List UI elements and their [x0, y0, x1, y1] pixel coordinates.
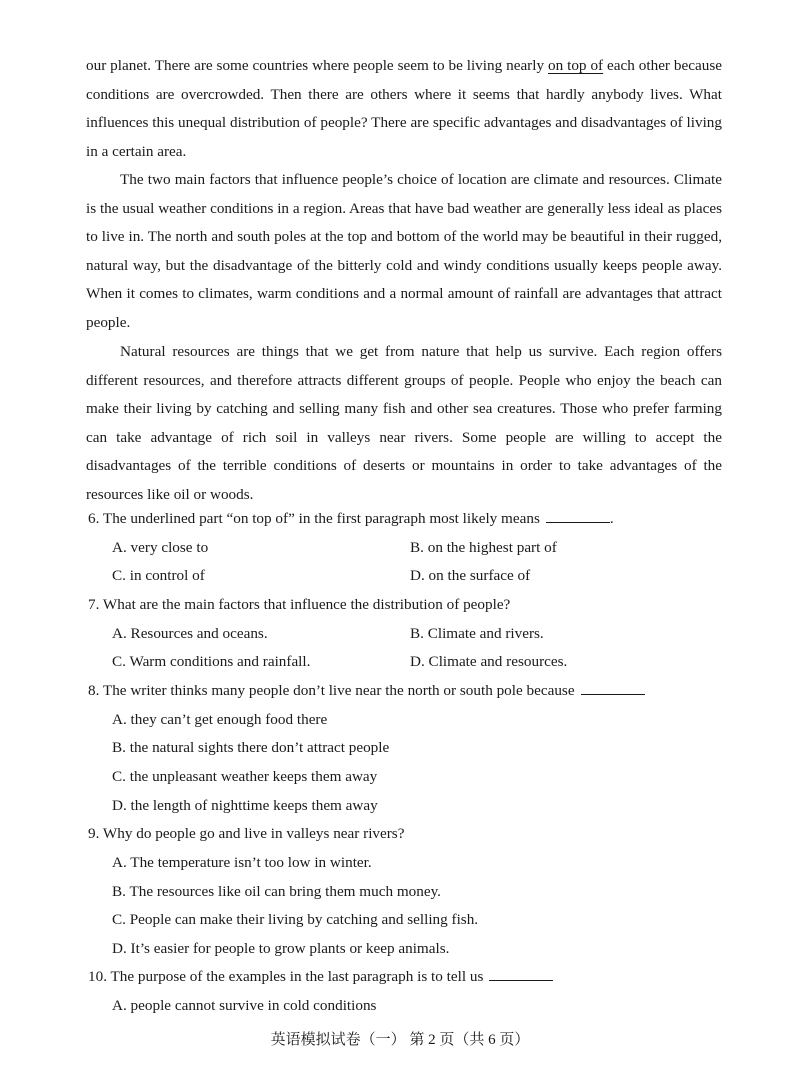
option-7c: C. Warm conditions and rainfall. — [112, 653, 311, 670]
question-9 — [88, 825, 728, 843]
question-number: 7. — [88, 596, 100, 613]
option-7a: A. Resources and oceans. — [112, 625, 268, 642]
question-text: Why do people go and live in valleys near rivers? — [102, 825, 405, 842]
question-number: 9. — [88, 825, 100, 842]
question-end: . — [609, 510, 614, 527]
option-8d: D. the length of nighttime keeps them away — [112, 797, 378, 814]
option-6d: D. on the surface of — [410, 567, 531, 584]
option-8a: A. they can’t get enough food there — [112, 711, 328, 728]
answer-blank — [489, 968, 553, 981]
question-6 — [88, 510, 728, 528]
paragraph-text: our planet. There are some countries where people seem to be living nearly — [86, 57, 548, 74]
question-text: What are the main factors that influence the distribution of people? — [102, 596, 511, 613]
option-9a: A. The temperature isn’t too low in winter. — [112, 854, 372, 871]
option-9b: B. The resources like oil can bring them much money. — [112, 883, 441, 900]
question-8 — [88, 682, 728, 700]
option-6c: C. in control of — [112, 567, 205, 584]
passage-paragraph-1 — [86, 52, 722, 166]
option-9d: D. It’s easier for people to grow plants or keep animals. — [112, 940, 450, 957]
passage-paragraph-2: The two main factors that influence people’s choice of location are climate and resources. Climate is the usual weather conditions in a region. Areas that have bad weather are generally less ideal as places to live in. The north and south poles at the top and bottom of the world may be beautiful in their rugged, natural way, but the disadvantage of the bitterly cold and windy conditions usually keeps people away. When it comes to climates, warm conditions and a normal amount of rainfall are advantages that attract people. — [86, 171, 722, 331]
question-number: 6. — [88, 510, 100, 527]
passage-paragraph-3: Natural resources are things that we get from nature that help us survive. Each region offers different resources, and therefore attracts different groups of people. People who enjoy the beach can make their living by catching and selling many fish and other sea creatures. Those who prefer farming can take advantage of rich soil in valleys near rivers. Some people are willing to accept the disadvantages of the terrible conditions of deserts or mountains in order to take advantages of the resources like oil or woods. — [86, 343, 722, 503]
question-10 — [88, 968, 728, 986]
question-7 — [88, 596, 728, 614]
option-6b: B. on the highest part of — [410, 539, 557, 556]
underlined-phrase: on top of — [548, 57, 604, 74]
question-text: The writer thinks many people don’t live near the north or south pole because — [102, 682, 575, 699]
answer-blank — [546, 510, 610, 523]
option-9c: C. People can make their living by catching and selling fish. — [112, 911, 479, 928]
question-number: 10. — [88, 968, 107, 985]
answer-blank — [581, 682, 645, 695]
question-text: The underlined part “on top of” in the first paragraph most likely means — [102, 510, 540, 527]
option-6a: A. very close to — [112, 539, 209, 556]
option-7b: B. Climate and rivers. — [410, 625, 544, 642]
page-footer: 英语模拟试卷（一） 第 2 页（共 6 页） — [270, 1032, 530, 1048]
question-number: 8. — [88, 682, 100, 699]
option-8b: B. the natural sights there don’t attract people — [112, 739, 390, 756]
question-text: The purpose of the examples in the last paragraph is to tell us — [110, 968, 484, 985]
option-10a: A. people cannot survive in cold conditions — [112, 997, 377, 1014]
option-7d: D. Climate and resources. — [410, 653, 568, 670]
option-8c: C. the unpleasant weather keeps them away — [112, 768, 378, 785]
paragraph-text: each other because conditions are overcrowded. Then there are others where it seems that hardly anybody lives. What influences this unequal distribution of people? There are specific advantages and disadvantages of living in a certain area. — [86, 57, 722, 160]
